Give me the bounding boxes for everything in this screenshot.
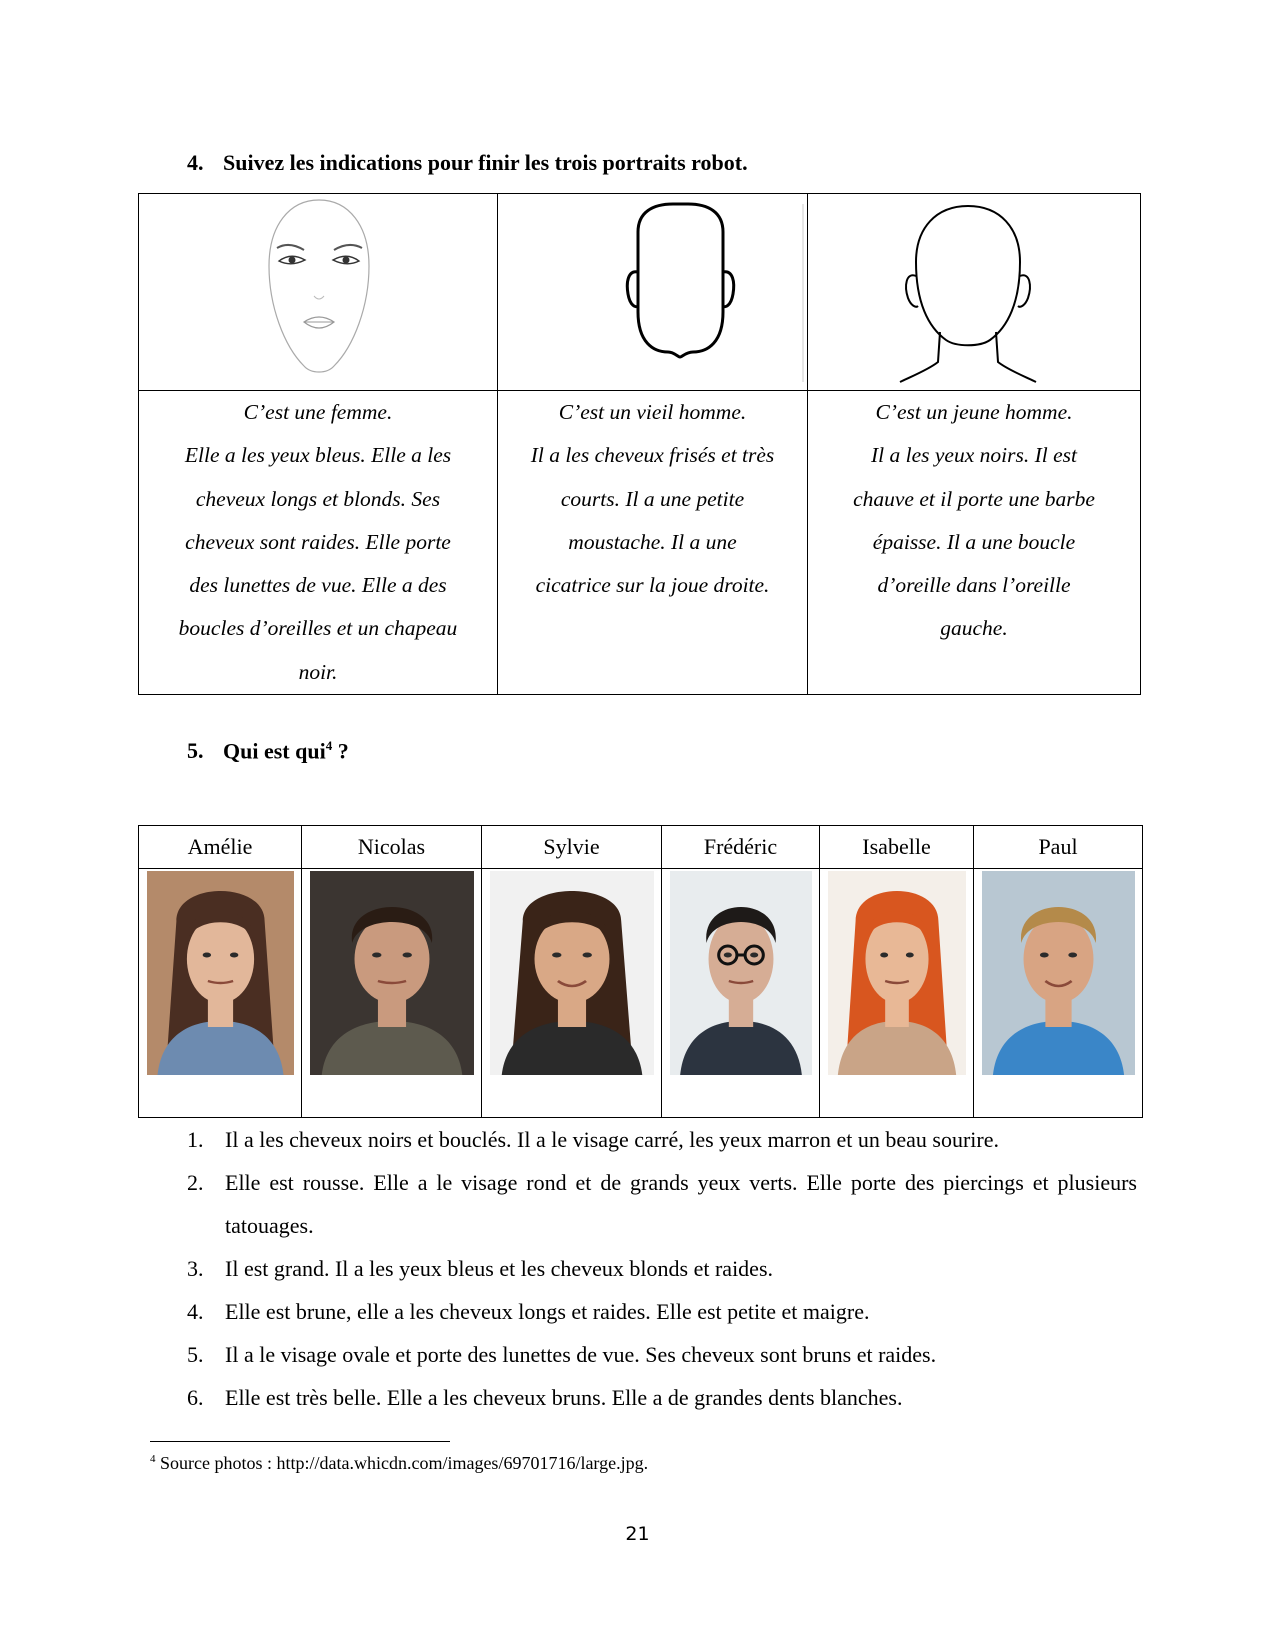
list-item-text: Elle est très belle. Elle a les cheveux bruns. Elle a de grandes dents blanches. — [225, 1385, 903, 1410]
list-item — [187, 1290, 1137, 1333]
description-line: cheveux longs et blonds. Ses — [195, 486, 441, 511]
name-cell: Isabelle — [820, 826, 974, 869]
description-line: moustache. Il a une — [568, 529, 737, 554]
list-item-number: 1. — [187, 1127, 204, 1152]
list-item-number: 3. — [187, 1256, 204, 1281]
description-line: cheveux sont raides. Elle porte — [185, 529, 451, 554]
portrait-photo — [310, 871, 474, 1075]
portraits-table — [138, 193, 1141, 695]
portrait-cell-young-man — [808, 194, 1141, 391]
description-line: des lunettes de vue. Elle a des — [189, 573, 447, 598]
list-item-number: 2. — [187, 1170, 204, 1195]
list-item-text: Il est grand. Il a les yeux bleus et les cheveux blonds et raides. — [225, 1256, 774, 1281]
list-item — [187, 1161, 1137, 1247]
description-line: C’est un jeune homme. — [875, 400, 1073, 424]
portrait-desc-0 — [139, 391, 497, 694]
portrait-cell-old-man — [498, 194, 808, 391]
description-line: chauve et il porte une barbe — [853, 486, 1095, 511]
exercise-title: Suivez les indications pour finir les trois portraits robot. — [223, 150, 748, 175]
clue-list — [187, 1118, 1137, 1419]
list-item-text: Elle est rousse. Elle a le visage rond et de grands yeux verts. Elle porte des piercings et plusieurs tatouages. — [225, 1170, 1137, 1238]
list-item — [187, 1376, 1137, 1419]
list-item — [187, 1333, 1137, 1376]
description-line: Elle a les yeux bleus. Elle a les — [184, 443, 452, 468]
description-line: gauche. — [940, 616, 1008, 641]
description-line: noir. — [298, 659, 338, 684]
description-young-man — [808, 391, 1141, 695]
exercise-4-heading — [187, 150, 748, 176]
exercise-number: 4. — [187, 150, 204, 175]
exercise-title-end: ? — [332, 738, 349, 764]
exercise-5-heading — [187, 738, 349, 764]
list-item-number: 6. — [187, 1385, 204, 1410]
who-is-who-table — [138, 825, 1143, 1118]
list-item-number: 5. — [187, 1342, 204, 1367]
footnote — [150, 1453, 648, 1474]
footnote-text: Source photos : http://data.whicdn.com/images/69701716/large.jpg. — [155, 1453, 649, 1473]
description-old-man — [498, 391, 808, 695]
portrait-cell-woman — [139, 194, 498, 391]
portrait-photo — [147, 871, 294, 1075]
exercise-number: 5. — [187, 738, 204, 764]
description-line: cicatrice sur la joue droite. — [535, 573, 770, 598]
list-item-text: Il a les cheveux noirs et bouclés. Il a le visage carré, les yeux marron et un beau sourire. — [225, 1127, 999, 1152]
photo-cell — [139, 869, 302, 1118]
photo-cell — [482, 869, 662, 1118]
description-line: courts. Il a une petite — [560, 486, 745, 511]
footnote-ref: 4 — [325, 738, 333, 753]
list-item-text: Il a le visage ovale et porte des lunettes de vue. Ses cheveux sont bruns et raides. — [225, 1342, 937, 1367]
description-line: d’oreille dans l’oreille — [877, 573, 1071, 598]
footnote-divider — [150, 1441, 450, 1442]
name-cell: Paul — [974, 826, 1143, 869]
list-item — [187, 1118, 1137, 1161]
description-line: boucles d’oreilles et un chapeau — [178, 616, 458, 641]
footnote-marker: 4 — [150, 1453, 156, 1465]
portrait-photo — [982, 871, 1135, 1075]
portrait-desc-1 — [498, 391, 807, 607]
description-line: Il a les cheveux frisés et très — [530, 443, 775, 468]
list-item — [187, 1247, 1137, 1290]
portrait-photo — [670, 871, 812, 1075]
young-man-head-outline — [898, 202, 1038, 388]
name-cell: Frédéric — [662, 826, 820, 869]
woman-face-sketch — [259, 196, 379, 388]
description-line: Il a les yeux noirs. Il est — [871, 443, 1077, 468]
page-number: 21 — [625, 1523, 650, 1545]
name-cell: Sylvie — [482, 826, 662, 869]
portrait-desc-2 — [808, 391, 1140, 651]
photo-cell — [820, 869, 974, 1118]
name-cell: Amélie — [139, 826, 302, 869]
photo-cell — [662, 869, 820, 1118]
list-item-text: Elle est brune, elle a les cheveux longs et raides. Elle est petite et maigre. — [225, 1299, 870, 1324]
description-line: épaisse. Il a une boucle — [872, 529, 1076, 554]
description-line: C’est un vieil homme. — [558, 400, 747, 424]
description-line: C’est une femme. — [243, 400, 393, 424]
exercise-title: Qui est qui — [223, 738, 326, 764]
description-woman — [139, 391, 498, 695]
portrait-photo — [828, 871, 966, 1075]
list-item-number: 4. — [187, 1299, 204, 1324]
photo-cell — [974, 869, 1143, 1118]
old-man-head-outline — [578, 202, 818, 388]
name-cell: Nicolas — [302, 826, 482, 869]
portrait-photo — [490, 871, 654, 1075]
photo-cell — [302, 869, 482, 1118]
